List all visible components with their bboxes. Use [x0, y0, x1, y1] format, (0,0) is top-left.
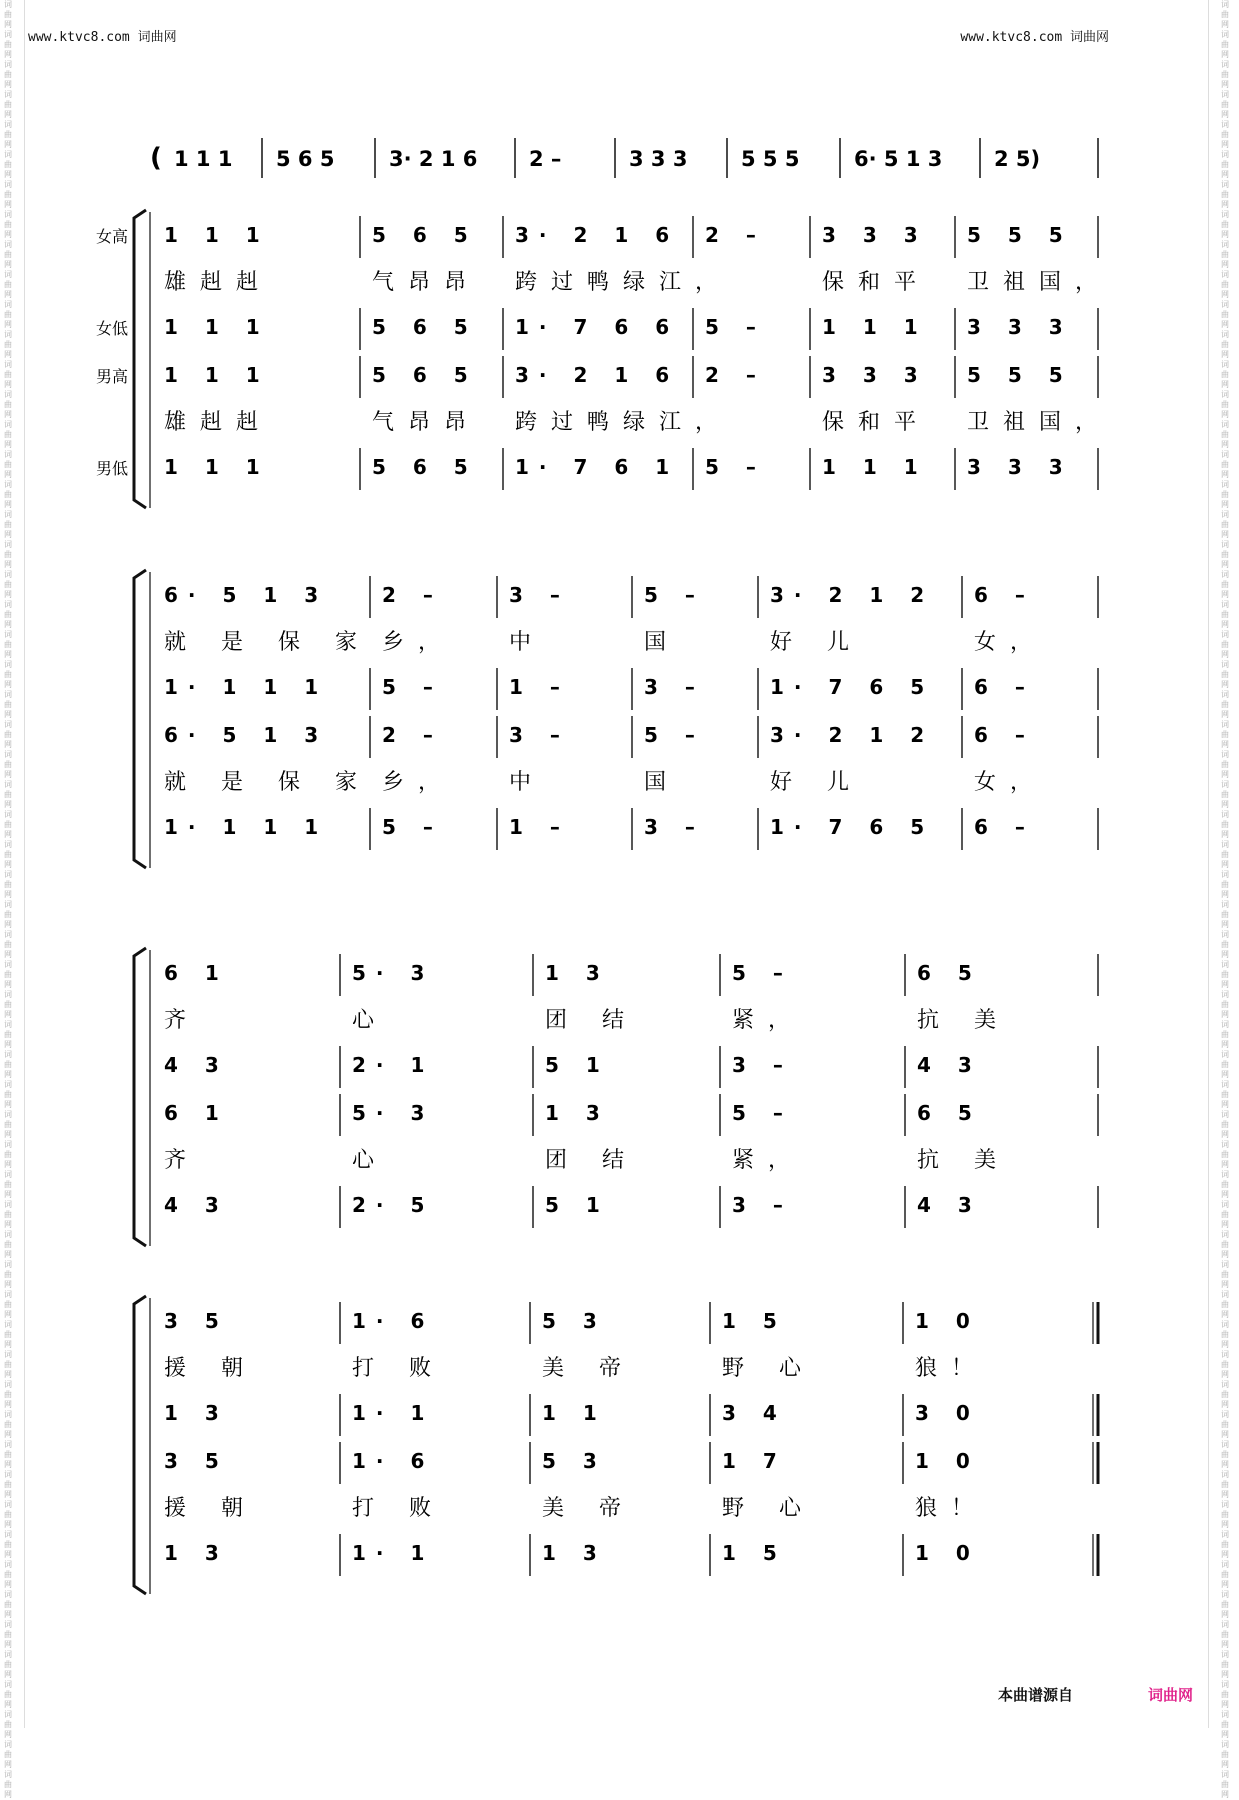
note-group: 1· 1 [352, 1541, 435, 1565]
lyric-text: 就 是 保 家 [164, 630, 371, 655]
note-group: 5 – [705, 315, 766, 339]
note-group: 2· 5 [352, 1193, 435, 1217]
note-group: 6 5 [917, 1101, 982, 1125]
part-label: 女高 [95, 227, 128, 246]
note-group: 2 – [705, 363, 766, 387]
note-group: 1· 1 1 1 [164, 675, 329, 699]
note-group: 6 1 [164, 961, 229, 985]
right-watermark: 词曲网词曲网词曲网词曲网词曲网词曲网词曲网词曲网词曲网词曲网词曲网词曲网词曲网词曲网词曲网词曲网词曲网词曲网词曲网词曲网词曲网词曲网词曲网词曲网词曲网词曲网词曲网词曲网词曲网词曲网词曲网词曲网词曲网词曲网词曲网词曲网词曲网词曲网词曲网词曲网词曲网词曲网词曲网词曲网词曲网词曲网词曲网词曲网词曲网词曲网词曲网词曲网词曲网词曲网词曲网词曲网词曲网词曲网词曲网词曲网 [1221, 0, 1229, 1799]
note-group: 1 1 1 [164, 455, 270, 479]
note-group: 4 3 [917, 1193, 982, 1217]
note-group: 1· 7 6 6 [515, 315, 680, 339]
note-group: 2 – [382, 583, 443, 607]
note-group: 1 1 1 [822, 455, 928, 479]
system-bracket [134, 570, 146, 868]
intro-bar: 5 6 5 [276, 147, 335, 171]
note-group: 2 – [382, 723, 443, 747]
lyric-text: 气昂昂 [372, 270, 481, 295]
note-group: 3 5 [164, 1309, 229, 1333]
note-group: 6 – [974, 815, 1035, 839]
note-group: 3 – [644, 675, 705, 699]
lyric-text: 跨过鸭绿江， [515, 270, 732, 295]
note-group: 1 1 1 [822, 315, 928, 339]
note-group: 5 – [644, 723, 705, 747]
system-bracket [134, 1296, 146, 1594]
note-group: 6 – [974, 675, 1035, 699]
note-group: 5 – [732, 1101, 793, 1125]
lyric-text: 国 [644, 630, 681, 655]
note-group: 3 3 3 [967, 455, 1073, 479]
lyric-text: 好 儿 [770, 770, 863, 795]
system-bracket [134, 210, 146, 508]
note-group: 1 1 [542, 1401, 607, 1425]
lyric-text: 野 心 [722, 1496, 815, 1521]
lyric-text: 打 败 [352, 1496, 445, 1521]
note-group: 1 – [509, 675, 570, 699]
note-group: 1· 7 6 5 [770, 675, 935, 699]
note-group: 5 – [732, 961, 793, 985]
lyric-text: 跨过鸭绿江， [515, 410, 732, 435]
note-group: 5 5 5 [967, 363, 1073, 387]
note-group: 6 – [974, 723, 1035, 747]
note-group: 1 5 [722, 1541, 787, 1565]
footer-source-label: 本曲谱源自 [998, 1686, 1074, 1704]
note-group: 3· 2 1 6 [515, 223, 680, 247]
lyric-text: 狼！ [915, 1356, 988, 1381]
lyric-text: 心 [352, 1008, 389, 1033]
note-group: 1 1 1 [164, 363, 270, 387]
note-group: 3 – [509, 583, 570, 607]
note-group: 5· 3 [352, 961, 435, 985]
note-group: 5 – [644, 583, 705, 607]
note-group: 1 5 [722, 1309, 787, 1333]
note-group: 6· 5 1 3 [164, 583, 329, 607]
intro-bar: 3 3 3 [629, 147, 688, 171]
lyric-text: 女， [974, 630, 1047, 655]
note-group: 5· 3 [352, 1101, 435, 1125]
note-group: 3 – [732, 1053, 793, 1077]
note-group: 1 3 [164, 1541, 229, 1565]
note-group: 1 0 [915, 1541, 980, 1565]
lyric-text: 美 帝 [542, 1356, 635, 1381]
note-group: 3 4 [722, 1401, 787, 1425]
lyric-text: 团 结 [545, 1148, 638, 1173]
note-group: 2· 1 [352, 1053, 435, 1077]
note-group: 1 0 [915, 1449, 980, 1473]
part-label: 男低 [95, 459, 128, 478]
note-group: 3 – [732, 1193, 793, 1217]
note-group: 6 – [974, 583, 1035, 607]
note-group: 3 – [509, 723, 570, 747]
lyric-text: 女， [974, 770, 1047, 795]
intro-bar: 2 5) [994, 147, 1041, 171]
note-group: 3 3 3 [822, 223, 928, 247]
lyric-text: 乡， [382, 630, 455, 655]
note-group: 3 0 [915, 1401, 980, 1425]
note-group: 3 3 3 [967, 315, 1073, 339]
intro-bar: 5 5 5 [741, 147, 800, 171]
lyric-text: 齐 [164, 1008, 201, 1033]
lyric-text: 团 结 [545, 1008, 638, 1033]
note-group: 6 1 [164, 1101, 229, 1125]
note-group: 1· 6 [352, 1309, 435, 1333]
intro-bar: 6· 5 1 3 [854, 147, 943, 171]
note-group: 1 3 [545, 961, 610, 985]
part-label: 男高 [95, 367, 128, 386]
note-group: 3 3 3 [822, 363, 928, 387]
note-group: 1 1 1 [164, 223, 270, 247]
note-group: 4 3 [164, 1193, 229, 1217]
lyric-text: 齐 [164, 1148, 201, 1173]
note-group: 3· 2 1 6 [515, 363, 680, 387]
note-group: 5 5 5 [967, 223, 1073, 247]
lyric-text: 好 儿 [770, 630, 863, 655]
note-group: 1 3 [545, 1101, 610, 1125]
note-group: 1 3 [164, 1401, 229, 1425]
lyric-text: 狼！ [915, 1496, 988, 1521]
lyric-text: 抗 美 [917, 1008, 1010, 1033]
system-bracket [134, 948, 146, 1246]
note-group: 4 3 [917, 1053, 982, 1077]
note-group: 1· 1 1 1 [164, 815, 329, 839]
note-group: 3 5 [164, 1449, 229, 1473]
footer-brand[interactable]: 词曲网 [1148, 1686, 1194, 1704]
note-group: 3 – [644, 815, 705, 839]
left-watermark: 词曲网词曲网词曲网词曲网词曲网词曲网词曲网词曲网词曲网词曲网词曲网词曲网词曲网词曲网词曲网词曲网词曲网词曲网词曲网词曲网词曲网词曲网词曲网词曲网词曲网词曲网词曲网词曲网词曲网词曲网词曲网词曲网词曲网词曲网词曲网词曲网词曲网词曲网词曲网词曲网词曲网词曲网词曲网词曲网词曲网词曲网词曲网词曲网词曲网词曲网词曲网词曲网词曲网词曲网词曲网词曲网词曲网词曲网词曲网词曲网 [4, 0, 12, 1799]
note-group: 5 – [705, 455, 766, 479]
note-group: 5 6 5 [372, 363, 478, 387]
lyric-text: 紧， [732, 1008, 805, 1033]
lyric-text: 卫祖国， [967, 270, 1112, 295]
note-group: 1 1 1 [164, 315, 270, 339]
note-group: 1 – [509, 815, 570, 839]
lyric-text: 雄赳赳 [164, 410, 273, 435]
note-group: 2 – [705, 223, 766, 247]
lyric-text: 美 帝 [542, 1496, 635, 1521]
note-group: 5 6 5 [372, 455, 478, 479]
lyric-text: 紧， [732, 1148, 805, 1173]
lyric-text: 中 [509, 770, 546, 795]
lyric-text: 国 [644, 770, 681, 795]
note-group: 3· 2 1 2 [770, 583, 935, 607]
note-group: 5 3 [542, 1449, 607, 1473]
note-group: 1· 6 [352, 1449, 435, 1473]
lyric-text: 就 是 保 家 [164, 770, 371, 795]
note-group: 5 – [382, 675, 443, 699]
note-group: 1· 7 6 5 [770, 815, 935, 839]
note-group: 5 3 [542, 1309, 607, 1333]
note-group: 3· 2 1 2 [770, 723, 935, 747]
note-group: 6 5 [917, 961, 982, 985]
header-left-url[interactable]: www.ktvc8.com 词曲网 [28, 30, 177, 45]
lyric-text: 援 朝 [164, 1356, 257, 1381]
note-group: 5 6 5 [372, 223, 478, 247]
lyric-text: 卫祖国， [967, 410, 1112, 435]
lyric-text: 乡， [382, 770, 455, 795]
note-group: 5 6 5 [372, 315, 478, 339]
lyric-text: 雄赳赳 [164, 270, 273, 295]
lyric-text: 保和平 [822, 270, 931, 295]
note-group: 5 1 [545, 1193, 610, 1217]
header-right-url[interactable]: www.ktvc8.com 词曲网 [960, 30, 1109, 45]
intro-bar: 1 1 1 [174, 147, 233, 171]
intro-paren: ( [150, 143, 162, 173]
note-group: 1· 7 6 1 [515, 455, 680, 479]
lyric-text: 保和平 [822, 410, 931, 435]
intro-bar: 2 – [529, 147, 562, 171]
intro-bar: 3· 2 1 6 [389, 147, 478, 171]
note-group: 4 3 [164, 1053, 229, 1077]
lyric-text: 抗 美 [917, 1148, 1010, 1173]
lyric-text: 野 心 [722, 1356, 815, 1381]
part-label: 女低 [95, 319, 128, 338]
note-group: 1 3 [542, 1541, 607, 1565]
note-group: 6· 5 1 3 [164, 723, 329, 747]
lyric-text: 中 [509, 630, 546, 655]
note-group: 5 1 [545, 1053, 610, 1077]
note-group: 1 7 [722, 1449, 787, 1473]
note-group: 1· 1 [352, 1401, 435, 1425]
lyric-text: 援 朝 [164, 1496, 257, 1521]
lyric-text: 心 [352, 1148, 389, 1173]
note-group: 1 0 [915, 1309, 980, 1333]
lyric-text: 打 败 [352, 1356, 445, 1381]
lyric-text: 气昂昂 [372, 410, 481, 435]
note-group: 5 – [382, 815, 443, 839]
